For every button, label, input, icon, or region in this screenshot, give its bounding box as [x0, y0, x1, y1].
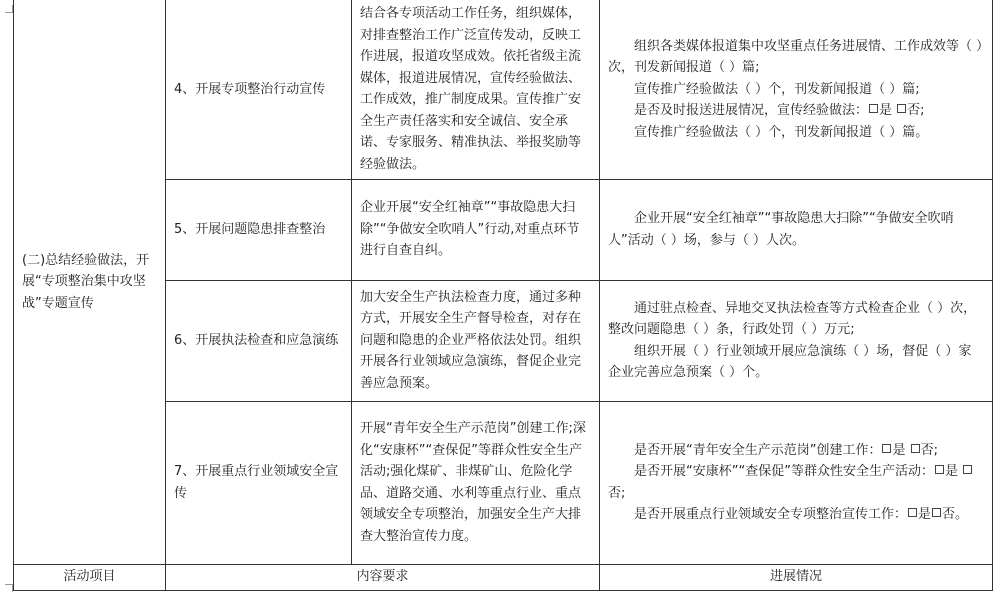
checkbox-icon[interactable]: [932, 508, 941, 517]
progress-cell: [600, 179, 993, 280]
checkbox-icon[interactable]: [963, 465, 972, 474]
category-cell: (二)总结经验做法，开展“专项整治集中攻坚战”专题宣传: [14, 0, 166, 564]
footer-progress-label: 进展情况: [600, 564, 993, 590]
item-cell: 4、开展专项整治行动宣传: [166, 0, 352, 179]
progress-cell: [600, 0, 993, 179]
progress-line: 组织开展（ ）行业领域开展应急演练（ ）场，督促（ ）家企业完善应急预案（ ）个。: [608, 343, 972, 380]
progress-line: 是否及时报送进展情况，宣传经验做法： 是 否;: [634, 103, 925, 118]
progress-line: 宣传推广经验做法（ ）个，刊发新闻报道（ ）篇;: [634, 81, 920, 97]
checkbox-icon[interactable]: [911, 444, 920, 453]
checkbox-icon[interactable]: [869, 104, 878, 113]
footer-activity-label: 活动项目: [14, 564, 166, 590]
progress-line: 企业开展“安全红袖章”“事故隐患大扫除”“争做安全吹哨人”活动（ ）场，参与（ ）人次。: [608, 211, 954, 248]
crop-mark-top-left: [5, 5, 13, 13]
checkbox-icon[interactable]: [935, 465, 944, 474]
progress-cell: [600, 280, 993, 401]
progress-cell: [600, 401, 993, 564]
requirement-cell: 开展“青年安全生产示范岗”创建工作;深化“安康杯”“查保促”等群众性安全生产活动;强化煤矿、非煤矿山、危险化学品、道路交通、水利等重点行业、重点领域安全专项整治，加强安全生产大排查大整治宣传力度。: [352, 401, 600, 564]
progress-line: 是否开展“安康杯”“查保促”等群众性安全生产活动： 是 否;: [608, 461, 984, 504]
progress-line: 宣传推广经验做法（ ）个，刊发新闻报道（ ）篇。: [634, 124, 929, 140]
requirement-cell: 企业开展“安全红袖章”“事故隐患大扫除”“争做安全吹哨人”行动,对重点环节进行自查自纠。: [352, 179, 600, 280]
requirement-cell: 结合各专项活动工作任务，组织媒体，对排查整治工作广泛宣传发动，反映工作进展，报道攻坚成效。依托省级主流媒体，报道进展情况，宣传经验做法、工作成效，推广制度成果。宣传推广安全生产责任落实和安全诚信、安全承诺、专家服务、精准执法、举报奖励等经验做法。: [352, 0, 600, 179]
activity-table: [13, 0, 993, 591]
requirement-cell: 加大安全生产执法检查力度，通过多种方式，开展安全生产督导检查，对存在问题和隐患的企业严格依法处罚。组织开展各行业领域应急演练，督促企业完善应急预案。: [352, 280, 600, 401]
table-row: [14, 0, 993, 179]
footer-requirement-label: 内容要求: [166, 564, 600, 590]
item-cell: 5、开展问题隐患排查整治: [166, 179, 352, 280]
checkbox-icon[interactable]: [882, 444, 891, 453]
progress-line: 是否开展重点行业领域安全专项整治宣传工作： 是 否。: [634, 507, 969, 522]
checkbox-icon[interactable]: [908, 508, 917, 517]
progress-line: 组织各类媒体报道集中攻坚重点任务进展情、工作成效等（ ）次，刊发新闻报道（ ）篇;: [608, 38, 983, 75]
checkbox-icon[interactable]: [897, 104, 906, 113]
table-footer-row: [14, 564, 993, 590]
crop-mark-bottom-left: [5, 584, 13, 592]
progress-line: 通过驻点检查、异地交叉执法检查等方式检查企业（ ）次，整改问题隐患（ ）条，行政处罚（ ）万元;: [608, 300, 977, 337]
progress-line: 是否开展“青年安全生产示范岗”创建工作： 是 否;: [634, 442, 939, 458]
item-cell: 7、开展重点行业领域安全宣传: [166, 401, 352, 564]
item-cell: 6、开展执法检查和应急演练: [166, 280, 352, 401]
